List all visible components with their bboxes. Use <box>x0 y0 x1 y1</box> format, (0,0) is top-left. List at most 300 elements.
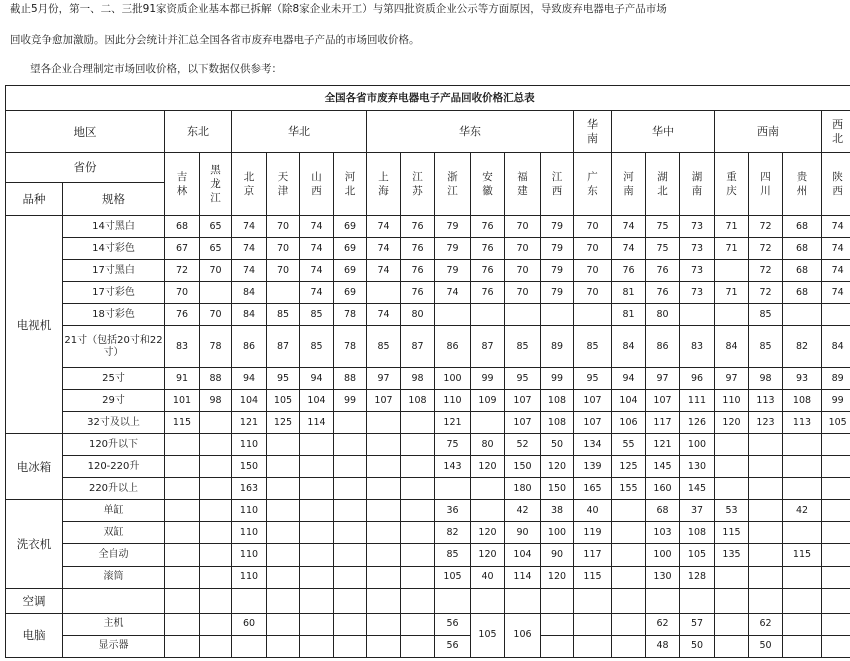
value-cell <box>334 613 367 635</box>
value-cell <box>715 613 749 635</box>
value-cell: 65 <box>200 216 232 238</box>
value-cell <box>612 613 646 635</box>
spec-cell: 18寸彩色 <box>63 304 165 326</box>
category-cell: 电视机 <box>6 216 63 434</box>
value-cell: 97 <box>646 368 680 390</box>
value-cell: 125 <box>612 456 646 478</box>
value-cell: 94 <box>300 368 334 390</box>
value-cell: 82 <box>783 326 822 368</box>
value-cell: 70 <box>505 282 541 304</box>
value-cell: 85 <box>267 304 300 326</box>
value-cell <box>783 478 822 500</box>
value-cell <box>334 456 367 478</box>
value-cell <box>300 566 334 588</box>
value-cell: 72 <box>749 282 783 304</box>
value-cell: 103 <box>646 522 680 544</box>
value-cell: 74 <box>232 216 267 238</box>
value-cell <box>471 588 505 613</box>
value-cell <box>300 456 334 478</box>
value-cell <box>541 613 574 635</box>
province-cell: 北京 <box>232 153 267 216</box>
table-row <box>6 635 850 657</box>
value-cell: 130 <box>680 456 715 478</box>
value-cell <box>367 544 401 566</box>
value-cell: 70 <box>200 304 232 326</box>
value-cell <box>200 613 232 635</box>
value-cell <box>471 500 505 522</box>
value-cell: 110 <box>232 544 267 566</box>
value-cell: 68 <box>165 216 200 238</box>
province-cell: 湖北 <box>646 153 680 216</box>
value-cell: 67 <box>165 238 200 260</box>
value-cell: 165 <box>574 478 612 500</box>
value-cell <box>267 500 300 522</box>
value-cell: 40 <box>471 566 505 588</box>
value-cell: 76 <box>471 216 505 238</box>
value-cell: 70 <box>267 216 300 238</box>
value-cell: 160 <box>646 478 680 500</box>
value-cell <box>715 456 749 478</box>
value-cell <box>783 434 822 456</box>
value-cell: 62 <box>749 613 783 635</box>
value-cell: 121 <box>435 412 471 434</box>
value-cell <box>267 522 300 544</box>
value-cell <box>401 478 435 500</box>
value-cell: 99 <box>334 390 367 412</box>
value-cell: 76 <box>401 216 435 238</box>
table-row <box>6 434 850 456</box>
value-cell: 74 <box>367 238 401 260</box>
value-cell: 104 <box>612 390 646 412</box>
value-cell <box>541 588 574 613</box>
value-cell: 104 <box>232 390 267 412</box>
value-cell <box>574 588 612 613</box>
value-cell: 100 <box>435 368 471 390</box>
value-cell: 143 <box>435 456 471 478</box>
value-cell: 94 <box>232 368 267 390</box>
value-cell: 85 <box>749 326 783 368</box>
value-cell: 97 <box>715 368 749 390</box>
value-cell <box>822 304 850 326</box>
spec-cell: 单缸 <box>63 500 165 522</box>
value-cell: 119 <box>574 522 612 544</box>
value-cell <box>165 434 200 456</box>
value-cell <box>574 613 612 635</box>
value-cell: 71 <box>715 216 749 238</box>
value-cell <box>612 566 646 588</box>
value-cell: 62 <box>646 613 680 635</box>
value-cell: 74 <box>612 238 646 260</box>
value-cell <box>783 613 822 635</box>
value-cell: 105 <box>822 412 850 434</box>
value-cell: 88 <box>200 368 232 390</box>
value-cell <box>574 304 612 326</box>
spec-cell: 32寸及以上 <box>63 412 165 434</box>
value-cell: 87 <box>267 326 300 368</box>
value-cell: 110 <box>435 390 471 412</box>
value-cell: 83 <box>165 326 200 368</box>
value-cell: 128 <box>680 566 715 588</box>
value-cell <box>541 304 574 326</box>
value-cell <box>165 522 200 544</box>
spec-cell: 120升以下 <box>63 434 165 456</box>
value-cell: 145 <box>646 456 680 478</box>
value-cell <box>367 522 401 544</box>
value-cell <box>334 566 367 588</box>
value-cell: 75 <box>435 434 471 456</box>
value-cell: 78 <box>200 326 232 368</box>
region-cell: 华中 <box>612 111 715 153</box>
province-header: 省份 <box>6 153 165 182</box>
value-cell <box>401 500 435 522</box>
value-cell: 105 <box>267 390 300 412</box>
value-cell: 100 <box>541 522 574 544</box>
value-cell: 110 <box>715 390 749 412</box>
value-cell <box>367 500 401 522</box>
value-cell <box>749 544 783 566</box>
value-cell: 114 <box>300 412 334 434</box>
value-cell: 145 <box>680 478 715 500</box>
value-cell: 72 <box>165 260 200 282</box>
value-cell: 74 <box>435 282 471 304</box>
value-cell: 85 <box>749 304 783 326</box>
value-cell <box>749 456 783 478</box>
table-row <box>6 478 850 500</box>
value-cell <box>646 588 680 613</box>
value-cell: 84 <box>822 326 850 368</box>
value-cell <box>200 588 232 613</box>
value-cell: 70 <box>574 216 612 238</box>
value-cell <box>715 434 749 456</box>
value-cell: 42 <box>505 500 541 522</box>
value-cell: 76 <box>401 260 435 282</box>
region-cell: 华北 <box>232 111 367 153</box>
value-cell: 120 <box>715 412 749 434</box>
province-cell: 湖南 <box>680 153 715 216</box>
value-cell: 125 <box>267 412 300 434</box>
value-cell <box>367 412 401 434</box>
value-cell: 38 <box>541 500 574 522</box>
value-cell <box>471 412 505 434</box>
value-cell: 76 <box>471 282 505 304</box>
value-cell: 150 <box>232 456 267 478</box>
value-cell <box>300 434 334 456</box>
value-cell: 74 <box>367 260 401 282</box>
value-cell <box>822 522 850 544</box>
value-cell <box>200 544 232 566</box>
value-cell <box>505 304 541 326</box>
value-cell: 70 <box>505 260 541 282</box>
value-cell: 90 <box>505 522 541 544</box>
value-cell <box>471 478 505 500</box>
spec-cell: 120-220升 <box>63 456 165 478</box>
table-row <box>6 390 850 412</box>
value-cell <box>267 613 300 635</box>
value-cell: 85 <box>300 326 334 368</box>
value-cell <box>401 412 435 434</box>
value-cell: 108 <box>783 390 822 412</box>
value-cell <box>715 478 749 500</box>
value-cell <box>300 635 334 657</box>
value-cell: 55 <box>612 434 646 456</box>
value-cell: 107 <box>646 390 680 412</box>
price-summary-table <box>5 85 850 658</box>
value-cell: 85 <box>505 326 541 368</box>
province-cell: 江苏 <box>401 153 435 216</box>
value-cell: 75 <box>646 238 680 260</box>
table-row <box>6 613 850 635</box>
spec-cell: 17寸黑白 <box>63 260 165 282</box>
value-cell: 180 <box>505 478 541 500</box>
table-row <box>6 566 850 588</box>
value-cell <box>334 434 367 456</box>
value-cell <box>334 635 367 657</box>
value-cell: 134 <box>574 434 612 456</box>
value-cell: 108 <box>541 390 574 412</box>
value-cell: 88 <box>334 368 367 390</box>
value-cell: 110 <box>232 434 267 456</box>
region-cell: 华东 <box>367 111 574 153</box>
category-header: 品种 <box>6 182 63 216</box>
value-cell: 76 <box>471 238 505 260</box>
value-cell: 89 <box>541 326 574 368</box>
value-cell <box>822 434 850 456</box>
value-cell <box>267 434 300 456</box>
value-cell: 106 <box>505 613 541 657</box>
value-cell <box>435 588 471 613</box>
value-cell: 50 <box>541 434 574 456</box>
value-cell: 72 <box>749 260 783 282</box>
value-cell: 100 <box>680 434 715 456</box>
spec-cell: 14寸黑白 <box>63 216 165 238</box>
value-cell: 84 <box>612 326 646 368</box>
table-row <box>6 544 850 566</box>
value-cell: 75 <box>646 216 680 238</box>
value-cell: 68 <box>783 216 822 238</box>
value-cell <box>200 456 232 478</box>
value-cell <box>715 635 749 657</box>
value-cell: 74 <box>367 216 401 238</box>
value-cell <box>715 588 749 613</box>
table-row <box>6 326 850 368</box>
value-cell: 99 <box>822 390 850 412</box>
value-cell <box>680 304 715 326</box>
value-cell: 70 <box>200 260 232 282</box>
value-cell: 117 <box>574 544 612 566</box>
value-cell <box>165 544 200 566</box>
value-cell <box>200 500 232 522</box>
value-cell: 73 <box>680 216 715 238</box>
intro-paragraph-2: 回收竞争愈加激励。因此分会统计并汇总全国各省市废弃电器电子产品的市场回收价格。 <box>10 34 420 46</box>
value-cell <box>165 635 200 657</box>
value-cell: 70 <box>574 260 612 282</box>
table-row <box>6 216 850 238</box>
value-cell: 78 <box>334 326 367 368</box>
table-title-row <box>6 86 850 111</box>
value-cell: 120 <box>541 456 574 478</box>
value-cell: 104 <box>505 544 541 566</box>
value-cell <box>783 304 822 326</box>
table-row <box>6 368 850 390</box>
value-cell <box>401 544 435 566</box>
value-cell: 68 <box>783 260 822 282</box>
value-cell: 79 <box>541 282 574 304</box>
value-cell <box>401 522 435 544</box>
value-cell <box>267 566 300 588</box>
value-cell: 36 <box>435 500 471 522</box>
value-cell <box>401 613 435 635</box>
province-cell: 广东 <box>574 153 612 216</box>
spec-cell: 220升以上 <box>63 478 165 500</box>
value-cell: 71 <box>715 282 749 304</box>
value-cell: 82 <box>435 522 471 544</box>
value-cell: 65 <box>200 238 232 260</box>
value-cell: 93 <box>783 368 822 390</box>
spec-cell <box>63 588 165 613</box>
value-cell <box>232 635 267 657</box>
value-cell: 110 <box>232 566 267 588</box>
value-cell: 115 <box>715 522 749 544</box>
value-cell: 87 <box>401 326 435 368</box>
value-cell: 37 <box>680 500 715 522</box>
province-cell: 上海 <box>367 153 401 216</box>
region-cell: 西南 <box>715 111 822 153</box>
value-cell <box>401 456 435 478</box>
value-cell <box>334 544 367 566</box>
value-cell: 74 <box>612 216 646 238</box>
value-cell <box>334 588 367 613</box>
value-cell <box>367 434 401 456</box>
value-cell: 107 <box>505 412 541 434</box>
value-cell <box>367 282 401 304</box>
value-cell <box>367 613 401 635</box>
value-cell: 74 <box>367 304 401 326</box>
value-cell: 120 <box>541 566 574 588</box>
value-cell <box>471 304 505 326</box>
value-cell <box>334 522 367 544</box>
value-cell: 40 <box>574 500 612 522</box>
province-cell: 天津 <box>267 153 300 216</box>
value-cell: 79 <box>541 260 574 282</box>
value-cell: 69 <box>334 260 367 282</box>
value-cell: 80 <box>646 304 680 326</box>
spec-cell: 25寸 <box>63 368 165 390</box>
value-cell <box>612 588 646 613</box>
province-cell: 河南 <box>612 153 646 216</box>
province-cell: 江西 <box>541 153 574 216</box>
value-cell: 69 <box>334 238 367 260</box>
value-cell: 85 <box>367 326 401 368</box>
value-cell: 95 <box>267 368 300 390</box>
region-header: 地区 <box>6 111 165 153</box>
value-cell: 50 <box>749 635 783 657</box>
value-cell: 79 <box>435 216 471 238</box>
value-cell <box>334 412 367 434</box>
province-cell: 安徽 <box>471 153 505 216</box>
table-row <box>6 238 850 260</box>
value-cell: 130 <box>646 566 680 588</box>
value-cell <box>541 635 574 657</box>
value-cell <box>401 566 435 588</box>
table-row <box>6 522 850 544</box>
province-row <box>6 153 850 182</box>
value-cell: 123 <box>749 412 783 434</box>
value-cell: 76 <box>165 304 200 326</box>
value-cell: 74 <box>822 238 850 260</box>
value-cell <box>165 566 200 588</box>
value-cell: 76 <box>471 260 505 282</box>
value-cell <box>200 566 232 588</box>
value-cell: 120 <box>471 544 505 566</box>
value-cell: 56 <box>435 613 471 635</box>
value-cell <box>401 434 435 456</box>
value-cell: 76 <box>646 282 680 304</box>
spec-cell: 全自动 <box>63 544 165 566</box>
value-cell: 57 <box>680 613 715 635</box>
value-cell <box>367 456 401 478</box>
value-cell: 106 <box>612 412 646 434</box>
table-title: 全国各省市废弃电器电子产品回收价格汇总表 <box>6 86 850 111</box>
value-cell <box>822 588 850 613</box>
value-cell <box>749 434 783 456</box>
value-cell: 111 <box>680 390 715 412</box>
value-cell: 108 <box>541 412 574 434</box>
value-cell <box>367 478 401 500</box>
value-cell: 79 <box>541 216 574 238</box>
value-cell: 115 <box>783 544 822 566</box>
value-cell <box>367 635 401 657</box>
value-cell: 113 <box>749 390 783 412</box>
value-cell: 117 <box>646 412 680 434</box>
value-cell: 98 <box>200 390 232 412</box>
value-cell: 114 <box>505 566 541 588</box>
value-cell: 95 <box>505 368 541 390</box>
value-cell: 150 <box>505 456 541 478</box>
value-cell: 115 <box>574 566 612 588</box>
value-cell: 74 <box>300 282 334 304</box>
value-cell <box>165 588 200 613</box>
value-cell: 86 <box>232 326 267 368</box>
spec-cell: 29寸 <box>63 390 165 412</box>
region-row <box>6 111 850 153</box>
value-cell <box>334 478 367 500</box>
value-cell <box>401 635 435 657</box>
value-cell: 121 <box>232 412 267 434</box>
value-cell: 79 <box>541 238 574 260</box>
value-cell: 70 <box>505 216 541 238</box>
value-cell <box>267 456 300 478</box>
value-cell: 60 <box>232 613 267 635</box>
value-cell <box>165 613 200 635</box>
value-cell <box>822 500 850 522</box>
value-cell: 68 <box>783 282 822 304</box>
value-cell: 72 <box>749 216 783 238</box>
value-cell: 85 <box>300 304 334 326</box>
value-cell <box>574 635 612 657</box>
value-cell: 73 <box>680 282 715 304</box>
spec-header: 规格 <box>63 182 165 216</box>
value-cell: 74 <box>822 282 850 304</box>
value-cell: 56 <box>435 635 471 657</box>
value-cell: 76 <box>612 260 646 282</box>
value-cell: 150 <box>541 478 574 500</box>
spec-cell: 14寸彩色 <box>63 238 165 260</box>
value-cell: 96 <box>680 368 715 390</box>
value-cell: 42 <box>783 500 822 522</box>
value-cell: 90 <box>541 544 574 566</box>
province-cell: 贵州 <box>783 153 822 216</box>
table-row <box>6 260 850 282</box>
